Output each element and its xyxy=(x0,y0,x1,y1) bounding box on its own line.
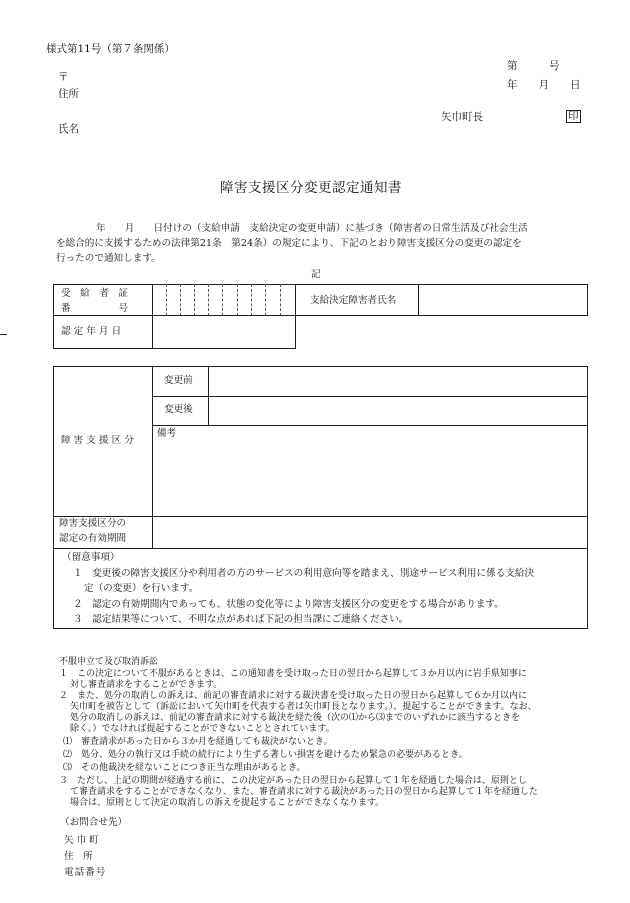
recipient-number-label-2: 番 号 xyxy=(61,303,129,314)
contact-heading: （お問合せ先） xyxy=(60,817,128,828)
intro-line-2: を総合的に支援するための法律第21条 第24条）の規定により、下記のとおり障害支援区分の変更の認定を xyxy=(56,238,522,249)
category-table-frame xyxy=(53,366,588,549)
appeal-p2-cont2: 処分の取消しの訴えは、前記の審査請求に対する裁決を経た後（次の⑴から⑶までのいずれかに該当するときを xyxy=(70,713,521,723)
ki-label: 記 xyxy=(311,269,321,280)
appeal-p3: ３ ただし、上記の期間が経過する前に、この決定があった日の翌日から起算して１年を経過した場合は、原則とし xyxy=(59,776,527,786)
address-label: 住所 xyxy=(58,88,79,100)
contact-phone: 電話番号 xyxy=(64,867,107,878)
seal-mark: 印 xyxy=(568,110,579,122)
notes-item-1-cont: 定（の変更）を行います。 xyxy=(84,583,199,594)
support-category-label: 障 害 支 援 区 分 xyxy=(61,435,134,446)
appeal-p1-cont: 対し審査請求をすることができます。 xyxy=(70,680,223,690)
recipient-number-label: 受 給 者 証 xyxy=(61,288,129,299)
validity-label: 障害支援区分の xyxy=(59,518,127,529)
appeal-p2: ２ また、処分の取消しの訴えは、前記の審査請求に対する裁決書を受け取った日の翌日から起算して６か月以内に xyxy=(59,691,528,701)
recipient-name-label: 支給決定障害者氏名 xyxy=(310,295,397,306)
contact-town: 矢巾町 xyxy=(64,835,102,846)
form-number: 様式第11号（第７条関係） xyxy=(46,43,175,55)
mayor-name: 矢巾町長 xyxy=(441,111,483,123)
after-change-label: 変更後 xyxy=(164,404,193,415)
appeal-condition-2: ⑵ 処分、処分の執行又は手続の続行により生ずる著しい損害を避けるため緊急の必要があるとき。 xyxy=(63,750,468,760)
appeal-p2-cont1: 矢巾町を被告として（訴訟において矢巾町を代表する者は矢巾町長となります。）、提起することができます。なお、 xyxy=(70,702,537,712)
appeal-p3-cont2: 場合は、原則として決定の取消しの訴えを提起することができなくなります。 xyxy=(70,798,385,808)
validity-label-2: 認定の有効期間 xyxy=(59,533,127,544)
appeal-heading: 不服申立て及び取消訴訟 xyxy=(59,657,159,667)
notes-heading: （留意事項） xyxy=(62,552,120,563)
issue-date: 年 月 日 xyxy=(507,79,581,91)
appeal-p1: １ この決定について不服があるときは、この通知書を受け取った日の翌日から起算して３か月以内に岩手県知事に xyxy=(59,669,527,679)
notes-item-3: ３ 認定結果等について、不明な点があれば下記の担当課にご連絡ください。 xyxy=(73,614,409,625)
appeal-p2-cont3: 除く。）でなければ提起することができないこととされています。 xyxy=(70,724,335,734)
contact-address: 住 所 xyxy=(64,851,93,862)
notes-item-2: ２ 認定の有効期間内であっても、状態の変化等により障害支援区分の変更をする場合があります。 xyxy=(73,599,504,610)
postal-mark: 〒 xyxy=(58,71,69,83)
appeal-condition-1: ⑴ 審査請求があった日から３か月を経過しても裁決がないとき。 xyxy=(63,737,333,747)
remarks-label: 備考 xyxy=(157,428,177,439)
certification-date-label: 認 定 年 月 日 xyxy=(61,326,122,337)
margin-mark xyxy=(0,334,7,335)
appeal-p3-cont1: て審査請求をすることができなくなり、また、審査請求に対する裁決があった日の翌日から起算して１年を経過した xyxy=(70,787,538,797)
before-change-label: 変更前 xyxy=(164,375,193,386)
intro-line-1: 年 月 日付けの（支給申請 支給決定の変更申請）に基づき（障害者の日常生活及び社会生活 xyxy=(96,223,528,234)
notes-item-1: １ 変更後の障害支援区分や利用者の方のサービスの利用意向等を踏まえ、別途サービス利用に係る支給決 xyxy=(73,568,535,579)
appeal-condition-3: ⑶ その他裁決を経ないことにつき正当な理由があるとき。 xyxy=(63,763,306,773)
name-label: 氏名 xyxy=(58,123,79,135)
document-number: 第 号 xyxy=(507,60,560,72)
intro-line-3: 行ったので通知します。 xyxy=(56,253,161,264)
document-title: 障害支援区分変更認定通知書 xyxy=(220,180,402,196)
